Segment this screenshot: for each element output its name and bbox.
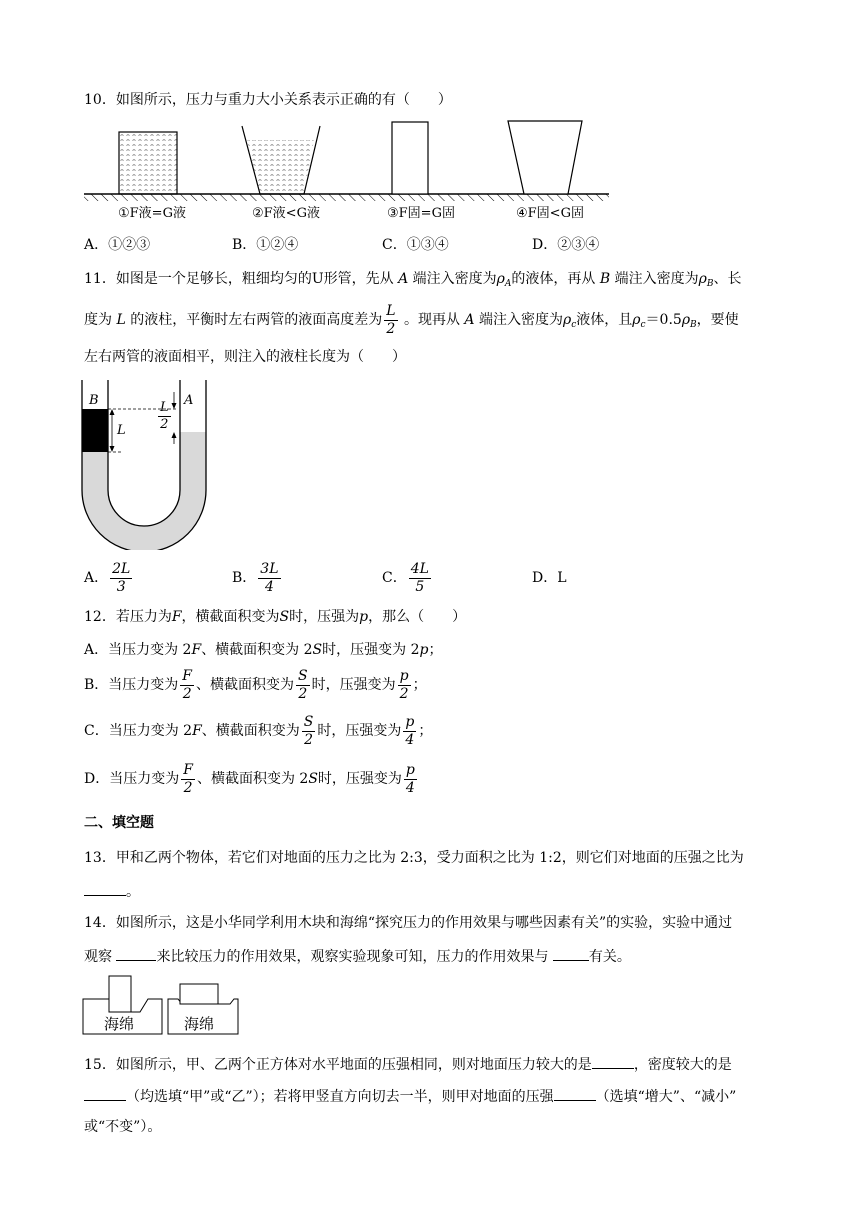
container-1 xyxy=(119,132,177,194)
q11-line-2: 度为 L 的液柱，平衡时左右两管的液面高度差为 $\frac{L}{2}$ 。现再从 A 端注入密度为$\rho_c$液体，且$\rho_c=0.5\rho_B$，要使 xyxy=(84,303,739,337)
liquid-2 xyxy=(247,140,314,194)
q12-option-a[interactable]: A．当压力变为 2F、横截面积变为 2S时，压强变为 2p； xyxy=(84,642,443,658)
q11-line-3: 左右两管的液面相平，则注入的液柱长度为（ ） xyxy=(84,349,406,365)
q11-fig-label-half: $\frac{L}{2}$ xyxy=(160,400,169,432)
q14-answer-blank-1[interactable] xyxy=(116,948,156,961)
solid-3 xyxy=(392,122,428,194)
q10-fig-label-4: ④F固<G固 xyxy=(516,206,584,221)
q15-line-3: 或“不变”）。 xyxy=(84,1119,162,1135)
q15-line-1: 15．如图所示，甲、乙两个正方体对水平地面的压强相同，则对地面压力较大的是 ，密度较大的是 xyxy=(84,1057,732,1073)
q10-fig-label-2: ②F液<G液 xyxy=(252,206,320,221)
block-1 xyxy=(109,976,131,1012)
q15-answer-blank-1[interactable] xyxy=(592,1056,634,1069)
q10-option-b[interactable]: B．①②④ xyxy=(232,237,299,253)
q11-fig-label-b: B xyxy=(89,393,99,408)
q10-fig-label-3: ③F固=G固 xyxy=(387,206,455,221)
q14-line-2: 观察 来比较压力的作用效果，观察实验现象可知，压力的作用效果与 有关。 xyxy=(84,949,631,965)
solid-4 xyxy=(508,121,582,194)
q13-line-2: 。 xyxy=(84,883,140,899)
q15-line-2: （均选填“甲”或“乙”）；若将甲竖直方向切去一半，则甲对地面的压强 （选填“增大”、“减小” xyxy=(84,1088,736,1104)
section-title-fill-in: 二、填空题 xyxy=(84,815,154,831)
q11-option-a[interactable]: A． $\frac{2L}{3}$ xyxy=(84,561,131,595)
q15-answer-blank-3[interactable] xyxy=(554,1088,596,1101)
q14-line-1: 14．如图所示，这是小华同学利用木块和海绵“探究压力的作用效果与哪些因素有关”的实验，实验中通过 xyxy=(84,915,733,931)
q14-fig-label-2: 海绵 xyxy=(184,1015,215,1033)
q12-option-b[interactable]: B．当压力变为 $\frac{F}{2}$ 、横截面积变为 $\frac{S}{2}$ 时，压强变为 $\frac{p}{2}$ ； xyxy=(84,668,427,702)
q11-option-d[interactable]: D．L xyxy=(532,570,567,586)
q10-option-d[interactable]: D．②③④ xyxy=(532,237,600,253)
q13-line-1: 13．甲和乙两个物体，若它们对地面的压力之比为 2:3，受力面积之比为 1:2，则它们对地面的压强之比为 xyxy=(84,850,744,866)
q11-option-c[interactable]: C． $\frac{4L}{5}$ xyxy=(382,561,429,595)
q12-option-c[interactable]: C．当压力变为 2F、横截面积变为 $\frac{S}{2}$ 时，压强变为 $\frac{p}{4}$ ； xyxy=(84,714,433,748)
q15-answer-blank-2[interactable] xyxy=(84,1088,126,1101)
q10-option-c[interactable]: C．①③④ xyxy=(382,237,449,253)
ground-hatch xyxy=(84,194,609,201)
q10-stem: 10．如图所示，压力与重力大小关系表示正确的有（ ） xyxy=(84,92,452,108)
q11-fig-label-l: L xyxy=(117,423,126,438)
q11-fig-label-a: A xyxy=(184,393,194,408)
q12-option-d[interactable]: D．当压力变为 $\frac{F}{2}$ 、横截面积变为 2S时，压强变为 $\frac{p}{4}$ xyxy=(84,762,415,796)
q11-option-b[interactable]: B． $\frac{3L}{4}$ xyxy=(232,561,279,595)
q12-stem: 12．若压力为F，横截面积变为S时，压强为p，那么（ ） xyxy=(84,609,467,625)
q11-line-1: 11．如图是一个足够长，粗细均匀的U形管，先从 A 端注入密度为$\rho_A$的液体，再从 B 端注入密度为$\rho_B$、长 xyxy=(84,271,742,289)
liquid-b-column xyxy=(82,409,108,452)
q14-answer-blank-2[interactable] xyxy=(553,948,589,961)
q14-fig-label-1: 海绵 xyxy=(104,1015,135,1033)
q10-option-a[interactable]: A．①②③ xyxy=(84,237,151,253)
block-2 xyxy=(180,984,218,1004)
q10-fig-label-1: ①F液=G液 xyxy=(118,206,186,221)
q13-answer-blank[interactable] xyxy=(84,883,126,896)
